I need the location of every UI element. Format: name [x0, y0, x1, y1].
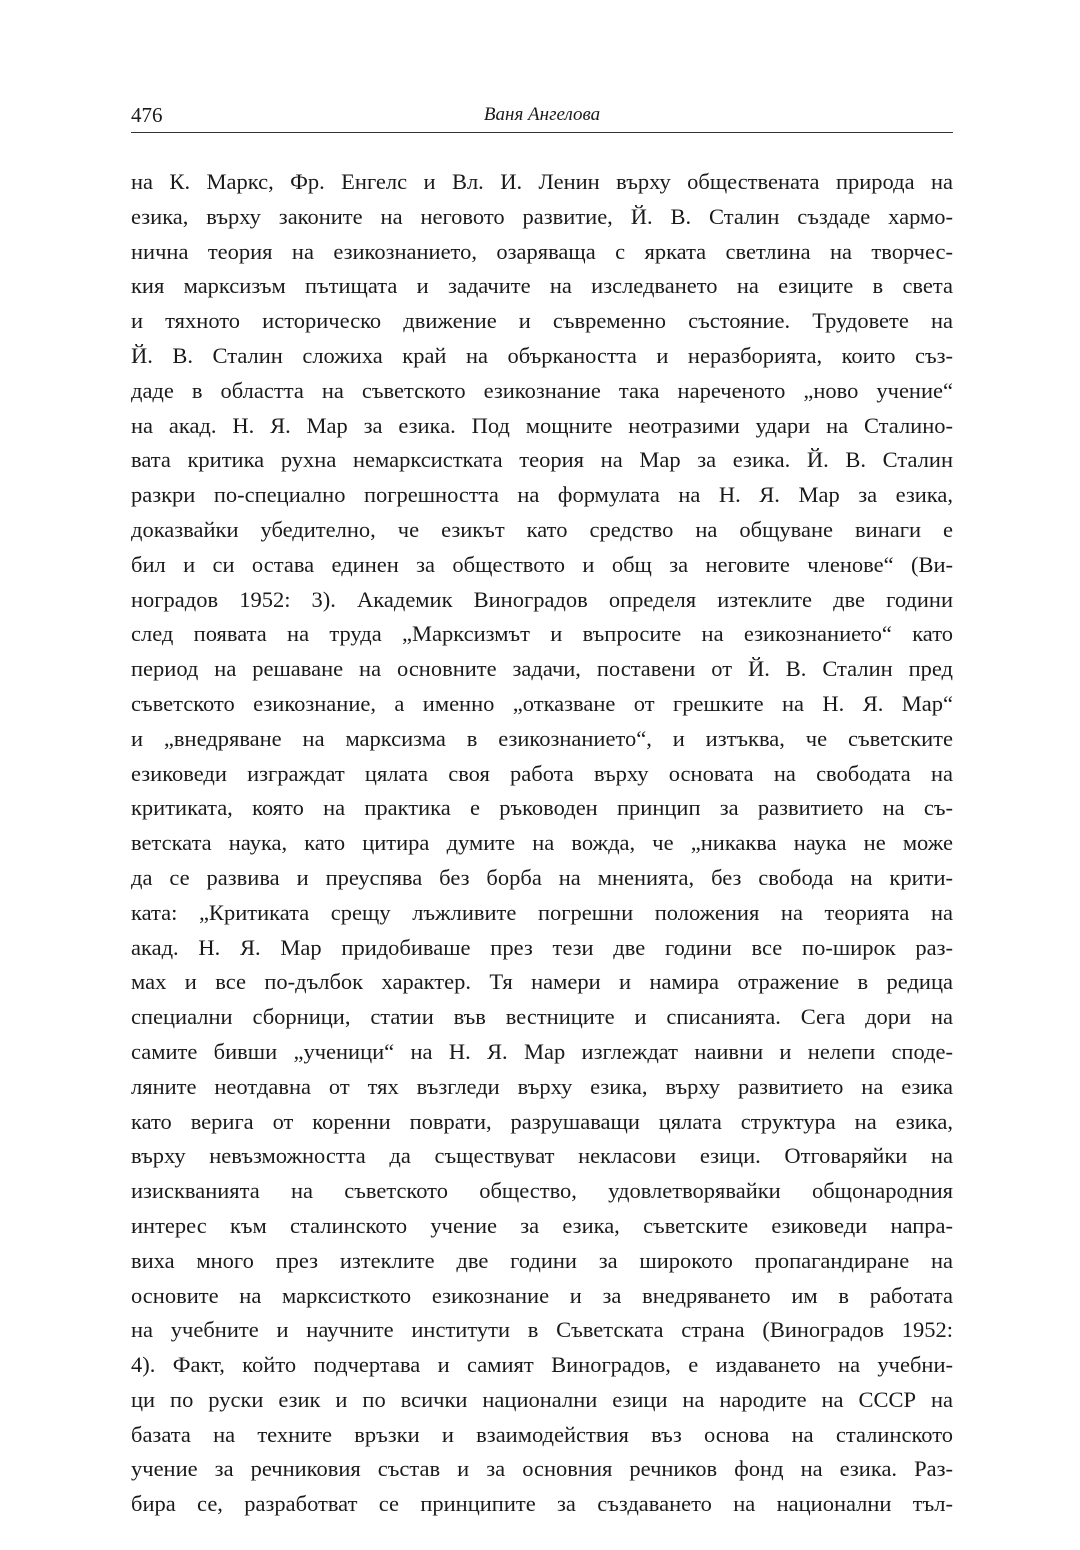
- text-line: ветската наука, като цитира думите на вожда, че „никаква наука не може: [131, 830, 953, 856]
- text-line: учение за речниковия състав и за основния речников фонд на езика. Раз-: [131, 1456, 953, 1482]
- text-line: 4). Факт, който подчертава и самият Виноградов, е издаването на учебни-: [131, 1352, 953, 1378]
- text-line: критиката, която на практика е ръководен принцип за развитието на съ-: [131, 795, 953, 821]
- body-text: [131, 165, 953, 1522]
- page-number: 476: [131, 103, 163, 127]
- text-line: ноградов 1952: 3). Академик Виноградов определя изтеклите две години: [131, 586, 953, 612]
- text-line: разкри по-специално погрешността на формулата на Н. Я. Мар за езика,: [131, 482, 953, 508]
- text-line: на К. Маркс, Фр. Енгелс и Вл. И. Ленин върху обществената природа на: [131, 169, 953, 194]
- text-line: на учебните и научните институти в Съветската страна (Виноградов 1952:: [131, 1317, 953, 1343]
- text-line: кия марксизъм пътищата и задачите на изследването на езиците в света: [131, 273, 953, 299]
- text-line: нична теория на езикознанието, озаряваща с ярката светлина на творчес-: [131, 238, 953, 264]
- text-line: период на решаване на основните задачи, поставени от Й. В. Сталин пред: [131, 656, 953, 682]
- text-line: доказвайки убедително, че езикът като средство на общуване винаги е: [131, 516, 953, 542]
- text-line: и „внедряване на марксизма в езикознанието“, и изтъква, че съветските: [131, 725, 953, 751]
- text-line: ци по руски език и по всички национални езици на народите на СССР на: [131, 1386, 953, 1412]
- text-line: интерес към сталинското учение за езика, съветските езиковеди напра-: [131, 1212, 953, 1238]
- page-header: [131, 100, 953, 133]
- text-line: базата на техните връзки и взаимодействия въз основа на сталинското: [131, 1421, 953, 1447]
- text-line: изискванията на съветското общество, удовлетворявайки общонародния: [131, 1178, 953, 1204]
- text-line: езиковеди изграждат цялата своя работа върху основата на свободата на: [131, 760, 953, 786]
- text-line: основите на марксисткото езикознание и за внедряването им в работата: [131, 1282, 953, 1308]
- text-line: бил и си остава единен за обществото и общ за неговите членове“ (Ви-: [131, 551, 953, 577]
- text-line: акад. Н. Я. Мар придобиваше през тези две години все по-широк раз-: [131, 934, 953, 960]
- text-line: езика, върху законите на неговото развитие, Й. В. Сталин създаде хармо-: [131, 203, 953, 229]
- text-line: вата критика рухна немарксистката теория на Мар за езика. Й. В. Сталин: [131, 447, 953, 473]
- text-line: бира се, разработват се принципите за създаването на национални тъл-: [131, 1491, 953, 1517]
- text-line: специални сборници, статии във вестниците и списанията. Сега дори на: [131, 1004, 953, 1030]
- text-line: съветското езикознание, а именно „отказване от грешките на Н. Я. Мар“: [131, 690, 953, 716]
- text-line: след появата на труда „Марксизмът и въпросите на езикознанието“ като: [131, 621, 953, 647]
- running-head-author: Ваня Ангелова: [483, 104, 601, 125]
- text-line: виха много през изтеклите две години за широкото пропагандиране на: [131, 1247, 953, 1273]
- text-line: да се развива и преуспява без борба на мненията, без свобода на крити-: [131, 864, 953, 890]
- text-line: върху невъзможността да съществуват некласови езици. Отговаряйки на: [131, 1143, 953, 1169]
- text-line: ляните неотдавна от тях възгледи върху езика, върху развитието на езика: [131, 1073, 953, 1099]
- text-line: Й. В. Сталин сложиха край на объркаността и неразборията, които съз-: [131, 342, 953, 368]
- text-line: като верига от коренни поврати, разрушаващи цялата структура на езика,: [131, 1108, 953, 1134]
- text-line: на акад. Н. Я. Мар за езика. Под мощните неотразими удари на Сталино-: [131, 412, 953, 438]
- text-line: даде в областта на съветското езикознание така нареченото „ново учение“: [131, 377, 953, 403]
- text-line: мах и все по-дълбок характер. Тя намери и намира отражение в редица: [131, 969, 953, 995]
- text-line: и тяхното историческо движение и съвременно състояние. Трудовете на: [131, 308, 953, 334]
- text-line: ката: „Критиката срещу лъжливите погрешни положения на теорията на: [131, 899, 953, 925]
- text-line: самите бивши „ученици“ на Н. Я. Мар изглеждат наивни и нелепи споде-: [131, 1038, 953, 1064]
